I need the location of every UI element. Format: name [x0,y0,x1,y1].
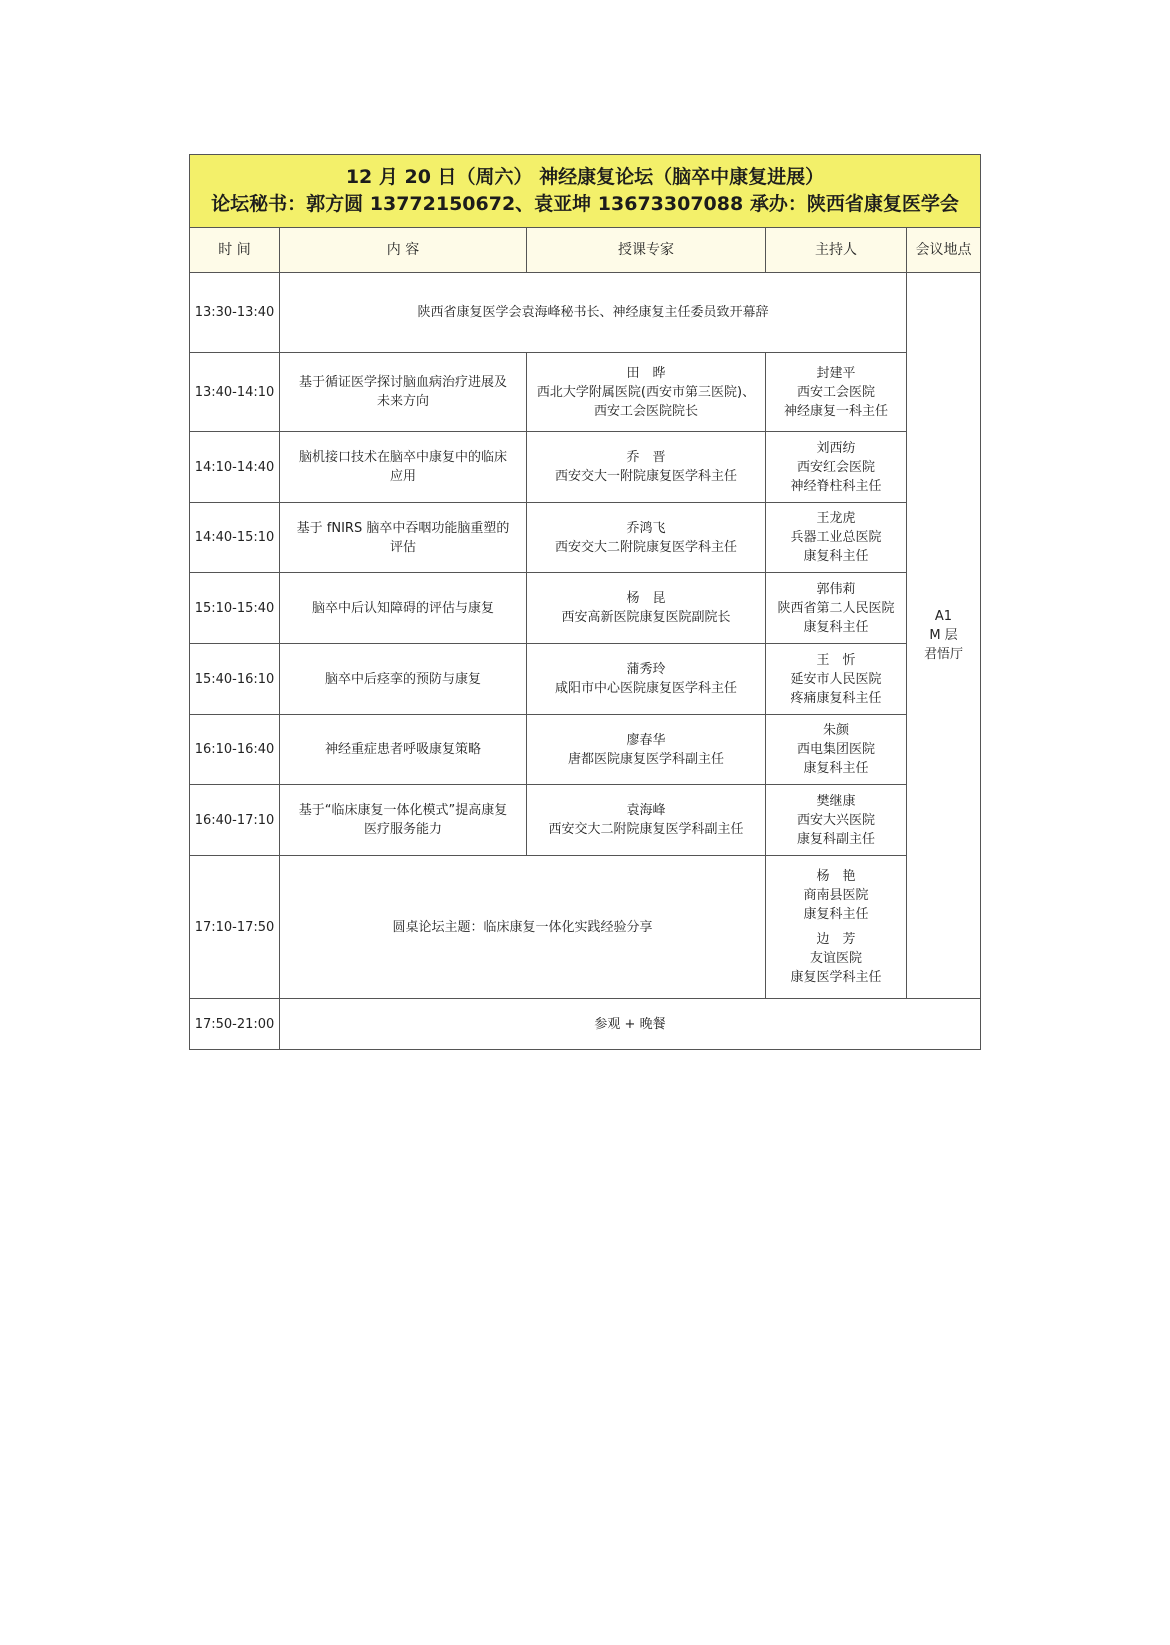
row-expert [527,644,766,715]
table-row [190,644,981,715]
host-title: 康复科主任 [803,549,869,564]
table-row [190,273,981,353]
host-affiliation: 西安工会医院 [796,384,875,400]
host-title: 康复医学科主任 [790,970,882,985]
row-content: 圆桌论坛主题：临床康复一体化实践经验分享 [280,856,766,999]
row-time: 17:10-17:50 [190,856,280,999]
row-host [766,785,907,856]
expert-name: 杨 昆 [626,591,666,606]
schedule-table [189,154,981,1050]
host-name: 朱颜 [822,723,849,738]
row-expert [527,573,766,644]
row-time: 17:50-21:00 [190,999,280,1050]
host-name: 杨 艳 [816,869,856,884]
row-host [766,353,907,432]
row-content [280,644,527,715]
expert-name: 田 晔 [626,365,666,381]
host-affiliation: 西电集团医院 [796,742,875,757]
host-title: 神经脊柱科主任 [790,478,882,494]
host-name: 郭伟莉 [816,581,856,597]
content-line: 脑卒中后认知障碍的评估与康复 [311,600,494,616]
host-affiliation: 西安红会医院 [796,459,875,475]
row-time: 16:40-17:10 [190,785,280,856]
expert-name: 乔 晋 [626,450,666,465]
host-name: 王 忻 [816,652,856,668]
expert-name: 蒲秀玲 [626,662,666,677]
expert-affiliation: 咸阳市中心医院康复医学科主任 [554,681,737,696]
row-host [766,715,907,785]
forum-title: 神经康复论坛（脑卒中康复进展） [539,166,825,188]
content-line: 基于“临床康复一体化模式”提高康复 [298,803,508,818]
row-time: 15:10-15:40 [190,573,280,644]
table-row-roundtable [190,856,981,999]
row-time: 14:40-15:10 [190,503,280,573]
col-header-content: 内 容 [280,228,527,273]
expert-affiliation: 西安交大一附院康复医学科主任 [554,469,737,484]
content-line: 应用 [389,469,416,484]
host-affiliation: 陕西省第二人民医院 [777,600,895,616]
row-host [766,644,907,715]
col-header-host: 主持人 [766,228,907,273]
host-name: 刘西纺 [816,440,856,456]
content-line: 基于 fNIRS 脑卒中吞咽功能脑重塑的 [296,520,510,536]
expert-name: 乔鸿飞 [626,520,666,536]
host-name: 樊继康 [816,793,856,809]
host-title: 疼痛康复科主任 [790,690,882,706]
expert-name: 廖春华 [626,732,666,748]
col-header-expert: 授课专家 [527,228,766,273]
expert-affiliation: 西安高新医院康复医院副院长 [561,610,731,625]
host-name: 王龙虎 [816,511,856,526]
venue-cell [907,273,981,999]
row-expert [527,503,766,573]
row-expert [527,353,766,432]
host-title: 康复科主任 [803,619,869,635]
host-affiliation: 友谊医院 [809,951,862,966]
row-content [280,715,527,785]
row-time: 15:40-16:10 [190,644,280,715]
row-content [280,785,527,856]
host-affiliation: 商南县医院 [803,888,869,903]
host-affiliation: 西安大兴医院 [796,812,875,828]
row-expert [527,715,766,785]
host-name: 边 芳 [816,932,856,947]
host-title: 康复科副主任 [796,831,875,847]
venue-line: A1 [934,609,953,624]
row-time: 13:40-14:10 [190,353,280,432]
title-line-1 [194,164,976,191]
table-row [190,573,981,644]
row-content [280,503,527,573]
expert-affiliation: 西北大学附属医院(西安市第三医院)、 [536,384,756,400]
row-host [766,573,907,644]
col-header-venue: 会议地点 [907,228,981,273]
row-time: 16:10-16:40 [190,715,280,785]
row-host [766,503,907,573]
table-row [190,432,981,503]
forum-date: 12 月 20 日（周六） [345,166,533,188]
table-row [190,785,981,856]
row-content [280,573,527,644]
venue-line: M 层 [929,628,958,643]
table-row [190,715,981,785]
content-line: 医疗服务能力 [363,822,442,837]
content-line: 脑机接口技术在脑卒中康复中的临床 [298,450,507,465]
row-time: 14:10-14:40 [190,432,280,503]
host-title: 康复科主任 [803,907,869,922]
host-title: 康复科主任 [803,761,869,776]
expert-affiliation: 唐都医院康复医学科副主任 [567,751,724,767]
table-row [190,503,981,573]
forum-secretary: 论坛秘书：郭方圆 13772150672、袁亚坤 13673307088 [211,193,744,215]
expert-affiliation: 西安交大二附院康复医学科副主任 [548,822,744,837]
col-header-time: 时 间 [190,228,280,273]
table-row-closing [190,999,981,1050]
venue-line: 君悟厅 [923,647,963,662]
row-content [280,432,527,503]
expert-affiliation: 西安交大二附院康复医学科主任 [554,539,737,555]
host-name: 封建平 [816,365,856,381]
row-content: 陕西省康复医学会袁海峰秘书长、神经康复主任委员致开幕辞 [280,273,907,353]
content-line: 基于循证医学探讨脑血病治疗进展及 [298,375,507,390]
row-content: 参观 + 晚餐 [280,999,981,1050]
expert-name: 袁海峰 [626,803,666,818]
content-line: 未来方向 [376,394,429,409]
row-content [280,353,527,432]
host-affiliation: 延安市人民医院 [790,671,882,687]
row-host [766,432,907,503]
row-expert [527,785,766,856]
content-line: 评估 [389,539,416,555]
row-host [766,856,907,999]
title-banner [190,155,981,228]
content-line: 脑卒中后痉挛的预防与康复 [324,671,481,687]
row-expert [527,432,766,503]
row-time: 13:30-13:40 [190,273,280,353]
host-affiliation: 兵器工业总医院 [790,530,882,545]
forum-organizer: 承办：陕西省康复医学会 [749,193,959,215]
expert-affiliation: 西安工会医院院长 [593,403,698,419]
title-line-2 [194,191,976,218]
host-title: 神经康复一科主任 [783,403,888,419]
column-header-row [190,228,981,273]
table-row [190,353,981,432]
content-line: 神经重症患者呼吸康复策略 [324,742,481,757]
